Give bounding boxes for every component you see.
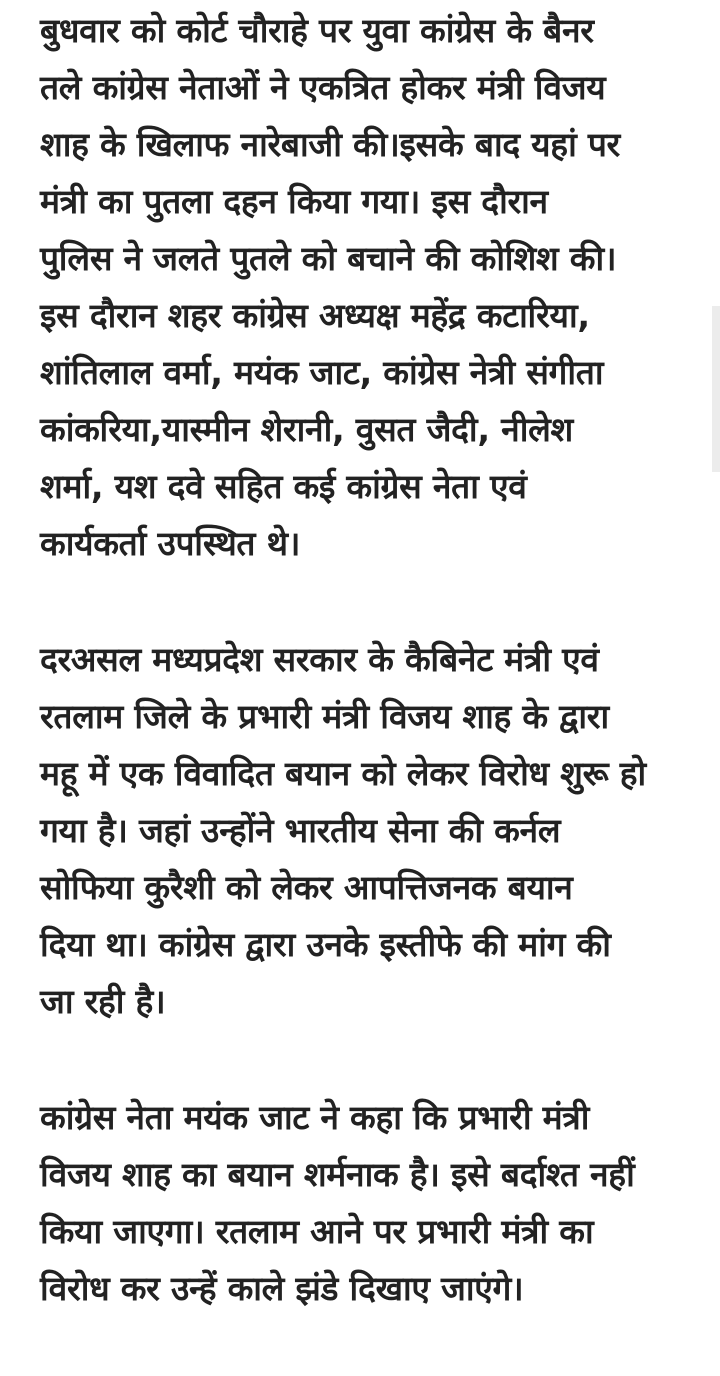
text-line: रतलाम जिले के प्रभारी मंत्री विजय शाह के द्वारा	[40, 697, 609, 736]
text-line: विजय शाह का बयान शर्मनाक है। इसे बर्दाश्त नहीं	[40, 1155, 635, 1194]
text-line: कार्यकर्ता उपस्थित थे।	[40, 524, 301, 563]
text-line: पुलिस ने जलते पुतले को बचाने की कोशिश की।	[40, 239, 617, 278]
text-line: मंत्री का पुतला दहन किया गया। इस दौरान	[40, 182, 548, 221]
text-line: शांतिलाल वर्मा, मयंक जाट, कांग्रेस नेत्री संगीता	[40, 353, 604, 392]
text-line: बुधवार को कोर्ट चौराहे पर युवा कांग्रेस के बैनर	[40, 11, 594, 50]
article-body	[40, 2, 700, 1376]
text-line: विरोध कर उन्हें काले झंडे दिखाए जाएंगे।	[40, 1269, 524, 1308]
text-line: गया है। जहां उन्होंने भारतीय सेना की कर्नल	[40, 811, 561, 850]
text-line: शाह के खिलाफ नारेबाजी की।इसके बाद यहां पर	[40, 125, 620, 164]
text-line: सोफिया कुरैशी को लेकर आपत्तिजनक बयान	[40, 868, 573, 907]
text-line: दरअसल मध्यप्रदेश सरकार के कैबिनेट मंत्री एवं	[40, 640, 599, 679]
paragraph-background	[40, 631, 700, 1030]
text-line: शर्मा, यश दवे सहित कई कांग्रेस नेता एवं	[40, 467, 527, 506]
text-line: जा रही है।	[40, 982, 166, 1021]
text-line: महू में एक विवादित बयान को लेकर विरोध शुरू हो	[40, 754, 646, 793]
paragraph-statement	[40, 1089, 700, 1317]
text-line: तले कांग्रेस नेताओं ने एकत्रित होकर मंत्री विजय	[40, 68, 606, 107]
text-line: इस दौरान शहर कांग्रेस अध्यक्ष महेंद्र कटारिया,	[40, 296, 590, 335]
text-line: कांकरिया,यास्मीन शेरानी, वुसत जैदी, नीलेश	[40, 410, 573, 449]
scrollbar-thumb[interactable]	[712, 306, 720, 472]
paragraph-protest	[40, 2, 700, 572]
text-line: कांग्रेस नेता मयंक जाट ने कहा कि प्रभारी मंत्री	[40, 1098, 590, 1137]
text-line: किया जाएगा। रतलाम आने पर प्रभारी मंत्री का	[40, 1212, 594, 1251]
text-line: दिया था। कांग्रेस द्वारा उनके इस्तीफे की मांग की	[40, 925, 611, 964]
